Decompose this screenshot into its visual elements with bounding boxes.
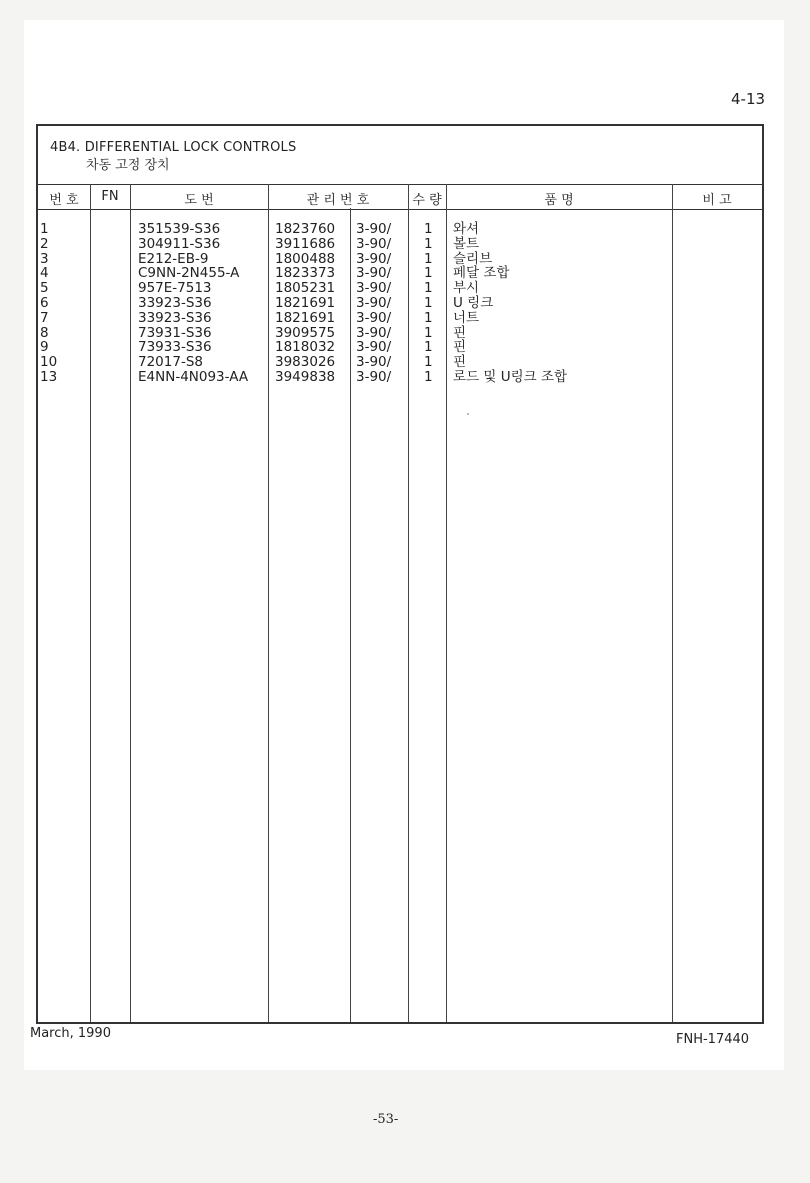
row-drawing-number: 33923-S36: [138, 309, 212, 326]
column-management-number: [275, 222, 335, 385]
row-quantity: 1: [424, 368, 433, 385]
row-management-number: 3949838: [275, 368, 336, 385]
row-no: 7: [40, 309, 49, 326]
row-drawing-number: C9NN-2N455-A: [138, 265, 240, 282]
row-management-date: 3-90/: [356, 309, 392, 326]
row-part-name: 슬리브: [453, 250, 493, 267]
row-part-name: 부시: [453, 280, 480, 297]
row-drawing-number: 957E-7513: [138, 280, 212, 297]
row-quantity: 1: [424, 280, 433, 297]
row-part-name: 핀: [453, 354, 467, 371]
row-drawing-number: 33923-S36: [138, 294, 212, 311]
header-remarks: 비 고: [702, 193, 732, 208]
row-management-date: 3-90/: [356, 294, 392, 311]
row-part-name: 볼트: [453, 235, 480, 252]
row-no: 6: [40, 294, 49, 311]
row-no: 1: [40, 221, 49, 237]
row-management-date: 3-90/: [356, 250, 392, 267]
column-part-name: [453, 222, 567, 385]
row-quantity: 1: [424, 235, 433, 252]
row-part-name: 핀: [453, 339, 467, 356]
row-management-number: 1818032: [275, 339, 336, 356]
row-drawing-number: E212-EB-9: [138, 250, 209, 267]
row-management-number: 1823760: [275, 221, 336, 237]
row-drawing-number: 73933-S36: [138, 339, 212, 356]
row-quantity: 1: [424, 221, 433, 237]
header-management-number: 관 리 번 호: [306, 193, 370, 208]
row-management-number: 1805231: [275, 280, 336, 297]
row-no: 13: [40, 368, 58, 385]
printed-page-number: -53-: [373, 1112, 399, 1127]
section-title-korean: 차동 고정 장치: [86, 158, 170, 173]
row-part-name: 로드 및 U링크 조합: [453, 368, 568, 385]
row-drawing-number: 351539-S36: [138, 221, 221, 237]
row-quantity: 1: [424, 294, 433, 311]
row-part-name: 핀: [453, 324, 467, 341]
document-code: FNH-17440: [676, 1032, 750, 1047]
column-management-date: [356, 222, 391, 385]
parts-table-frame: [36, 124, 764, 1024]
row-drawing-number: E4NN-4N093-AA: [138, 368, 249, 385]
row-no: 10: [40, 354, 58, 371]
row-management-number: 1800488: [275, 250, 336, 267]
column-divider: [90, 184, 91, 1022]
row-management-date: 3-90/: [356, 354, 392, 371]
column-divider: [408, 184, 409, 1022]
row-no: 2: [40, 235, 49, 252]
row-management-number: 3911686: [275, 235, 336, 252]
row-management-number: 1823373: [275, 265, 336, 282]
section-title: 4B4. DIFFERENTIAL LOCK CONTROLS: [50, 140, 297, 155]
row-management-number: 1821691: [275, 294, 336, 311]
column-divider: [446, 184, 447, 1022]
header-part-name: 품 명: [544, 193, 574, 208]
row-part-name: U 링크: [453, 294, 494, 311]
column-divider: [350, 208, 351, 1022]
row-part-name: 페달 조합: [453, 265, 510, 282]
header-fn: FN: [101, 189, 119, 204]
row-quantity: 1: [424, 250, 433, 267]
row-management-date: 3-90/: [356, 368, 392, 385]
footer-date: March, 1990: [30, 1026, 111, 1041]
header-no: 번 호: [49, 193, 79, 208]
row-no: 4: [40, 265, 49, 282]
row-quantity: 1: [424, 324, 433, 341]
scan-speck: [467, 413, 469, 415]
row-management-number: 3983026: [275, 354, 336, 371]
table-header: [38, 184, 762, 210]
column-no: [40, 222, 57, 385]
row-management-date: 3-90/: [356, 235, 392, 252]
row-quantity: 1: [424, 309, 433, 326]
row-management-date: 3-90/: [356, 221, 392, 237]
header-drawing-number: 도 번: [184, 193, 214, 208]
column-divider: [130, 184, 131, 1022]
row-quantity: 1: [424, 265, 433, 282]
row-drawing-number: 72017-S8: [138, 354, 203, 371]
page-number: 4-13: [731, 90, 766, 108]
header-quantity: 수 량: [412, 193, 442, 208]
row-management-number: 1821691: [275, 309, 336, 326]
row-drawing-number: 73931-S36: [138, 324, 212, 341]
row-no: 5: [40, 280, 49, 297]
column-drawing-number: [138, 222, 248, 385]
column-divider: [268, 184, 269, 1022]
row-no: 3: [40, 250, 49, 267]
row-drawing-number: 304911-S36: [138, 235, 221, 252]
row-quantity: 1: [424, 354, 433, 371]
column-divider: [672, 184, 673, 1022]
row-management-date: 3-90/: [356, 324, 392, 341]
row-management-date: 3-90/: [356, 339, 392, 356]
row-part-name: 너트: [453, 309, 480, 326]
row-no: 8: [40, 324, 49, 341]
row-part-name: 와셔: [453, 221, 480, 237]
row-quantity: 1: [424, 339, 433, 356]
row-no: 9: [40, 339, 49, 356]
row-management-date: 3-90/: [356, 280, 392, 297]
row-management-number: 3909575: [275, 324, 336, 341]
row-management-date: 3-90/: [356, 265, 392, 282]
column-quantity: [424, 222, 433, 385]
